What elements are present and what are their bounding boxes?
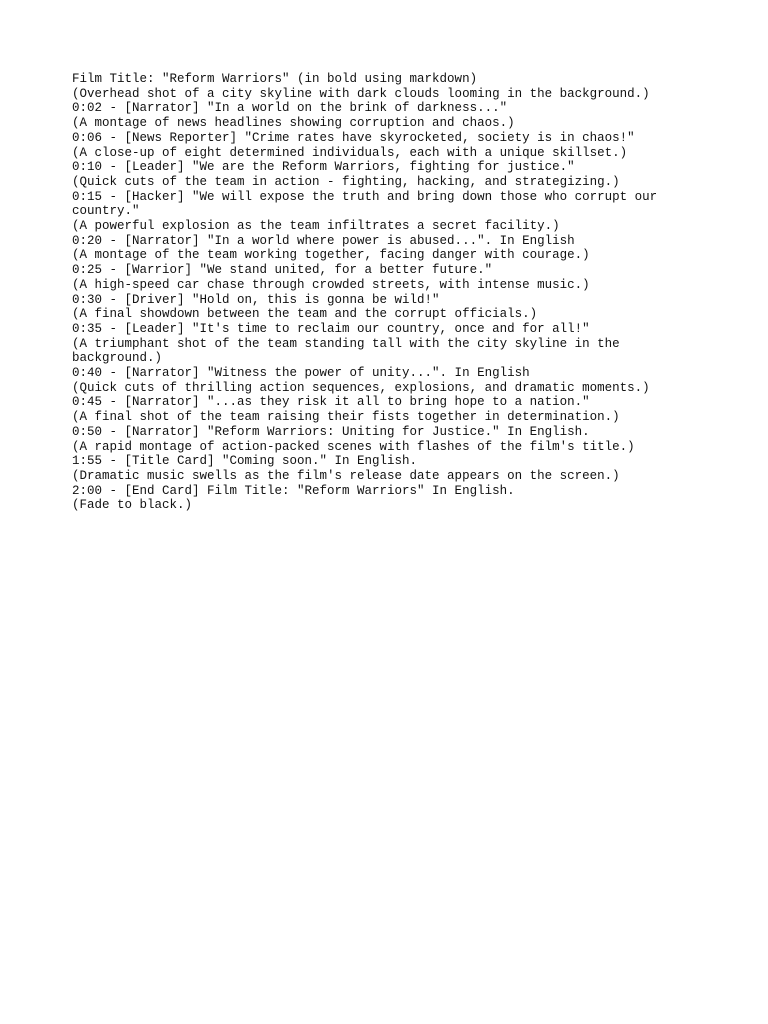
script-line: (A montage of news headlines showing corruption and chaos.) [72, 116, 515, 131]
script-line: (A rapid montage of action-packed scenes with flashes of the film's title.) [72, 439, 635, 454]
script-line: (A final shot of the team raising their fists together in determination.) [72, 410, 620, 425]
script-line: 0:15 - [Hacker] "We will expose the truth and bring down those who corrupt our country." [72, 189, 665, 219]
script-line: (Quick cuts of thrilling action sequences, explosions, and dramatic moments.) [72, 380, 650, 395]
script-line: (A montage of the team working together, facing danger with courage.) [72, 248, 590, 263]
script-line: 0:45 - [Narrator] "...as they risk it all to bring hope to a nation." [72, 395, 590, 410]
script-line: (A triumphant shot of the team standing tall with the city skyline in the background.) [72, 336, 628, 366]
script-line: 0:02 - [Narrator] "In a world on the brink of darkness..." [72, 101, 508, 116]
script-text [72, 72, 708, 513]
script-line: 0:30 - [Driver] "Hold on, this is gonna be wild!" [72, 292, 440, 307]
script-line: (A final showdown between the team and the corrupt officials.) [72, 307, 538, 322]
script-line: (Quick cuts of the team in action - fighting, hacking, and strategizing.) [72, 174, 620, 189]
script-line: (A high-speed car chase through crowded streets, with intense music.) [72, 277, 590, 292]
script-line: 0:10 - [Leader] "We are the Reform Warriors, fighting for justice." [72, 160, 575, 175]
script-line: 0:25 - [Warrior] "We stand united, for a better future." [72, 263, 493, 278]
script-line: Film Title: "Reform Warriors" (in bold using markdown) [72, 72, 478, 86]
script-line: 0:06 - [News Reporter] "Crime rates have skyrocketed, society is in chaos!" [72, 130, 635, 145]
script-line: 1:55 - [Title Card] "Coming soon." In English. [72, 454, 418, 469]
script-line: 0:50 - [Narrator] "Reform Warriors: Uniting for Justice." In English. [72, 424, 590, 439]
script-line: (Overhead shot of a city skyline with dark clouds looming in the background.) [72, 86, 650, 101]
script-line: (Dramatic music swells as the film's release date appears on the screen.) [72, 468, 620, 483]
script-line: 0:40 - [Narrator] "Witness the power of unity...". In English [72, 366, 530, 381]
script-line: 0:35 - [Leader] "It's time to reclaim our country, once and for all!" [72, 321, 590, 336]
script-line: (A close-up of eight determined individuals, each with a unique skillset.) [72, 145, 628, 160]
script-line: 2:00 - [End Card] Film Title: "Reform Warriors" In English. [72, 483, 515, 498]
script-line: (Fade to black.) [72, 498, 193, 513]
script-line: (A powerful explosion as the team infiltrates a secret facility.) [72, 219, 560, 234]
script-line: 0:20 - [Narrator] "In a world where power is abused...". In English [72, 233, 575, 248]
